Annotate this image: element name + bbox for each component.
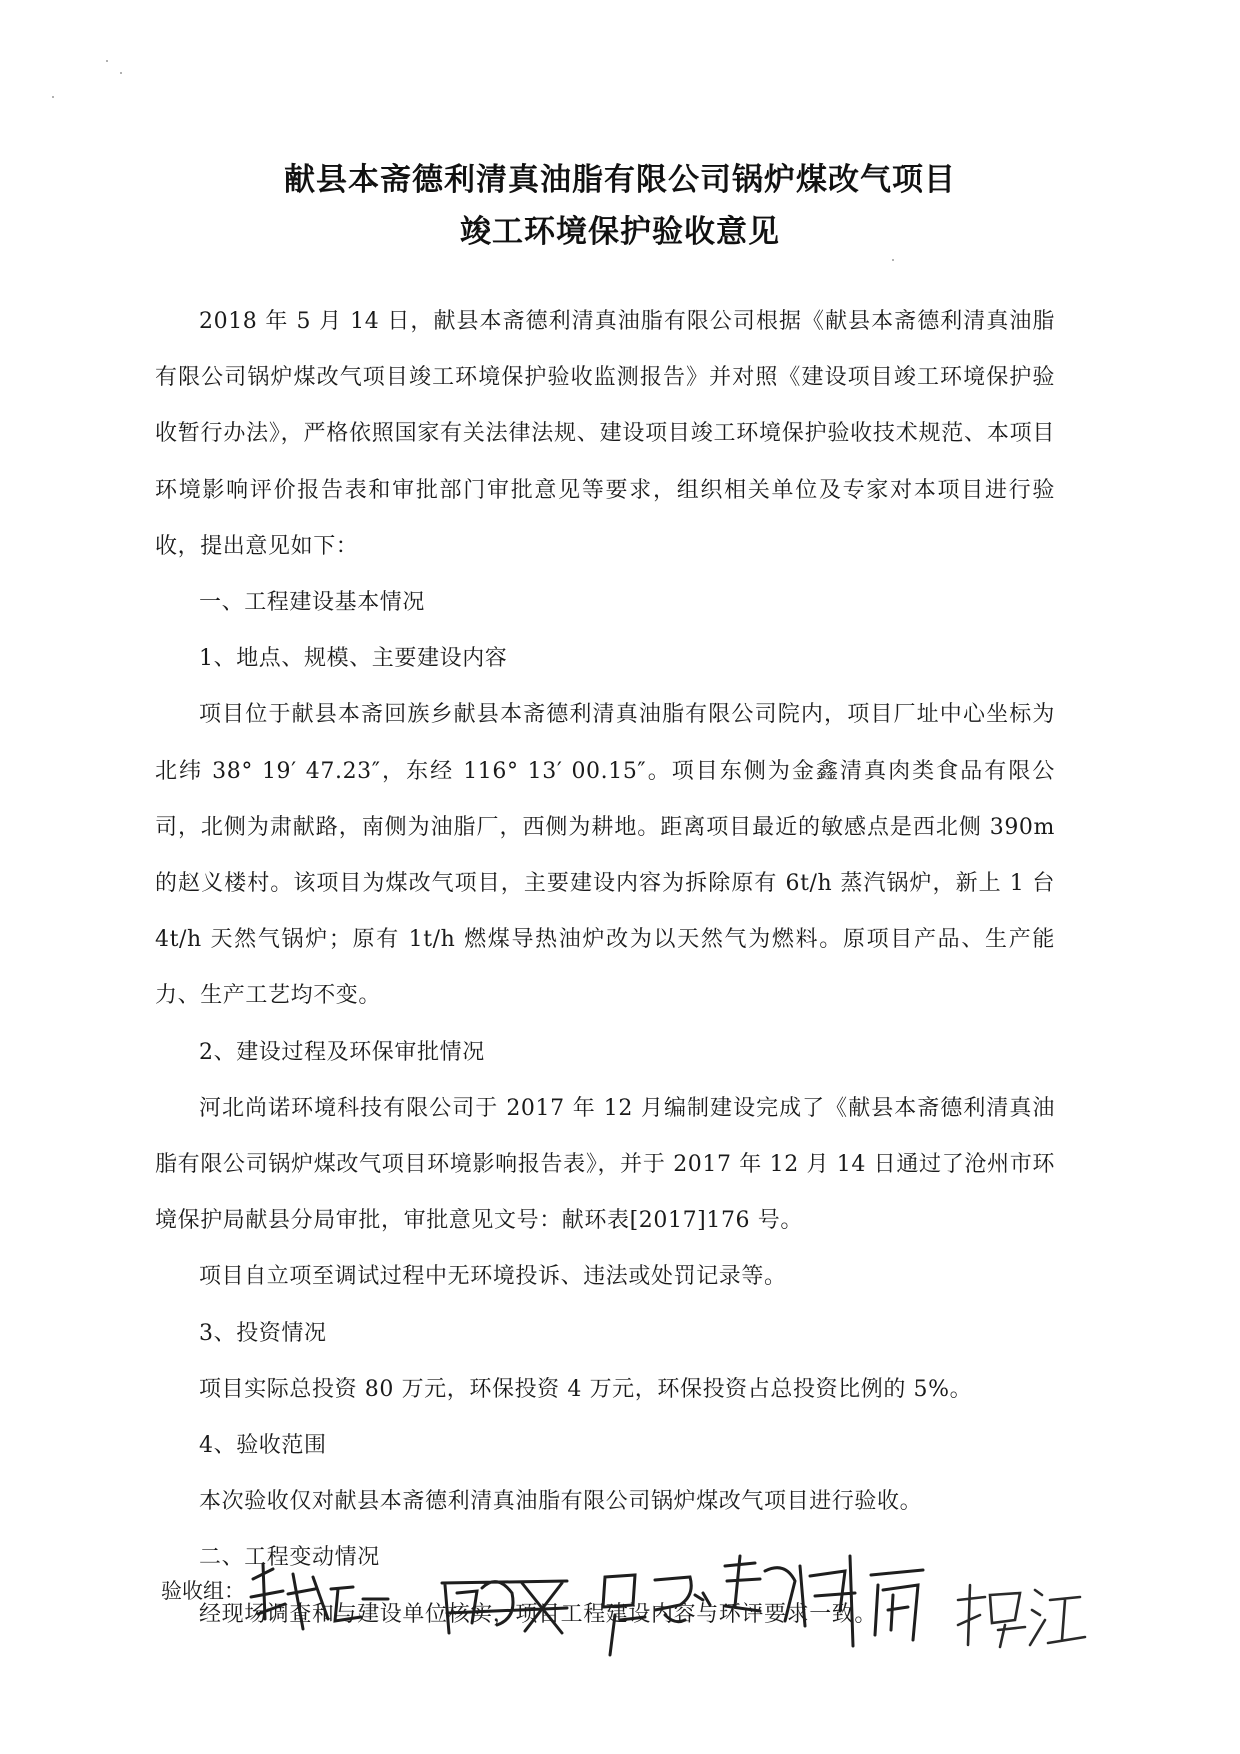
paragraph-changes: 经现场调查和与建设单位核实，项目工程建设内容与环评要求一致。: [199, 1601, 878, 1627]
scan-speck: [106, 60, 108, 62]
handwritten-signature-3: [595, 1565, 715, 1665]
paragraph-investment: 项目实际总投资 80 万元，环保投资 4 万元，环保投资占总投资比例的 5%。: [199, 1376, 973, 1402]
paragraph-location: 项目位于献县本斋回族乡献县本斋德利清真油脂有限公司院内，项目厂址中心坐标为北纬 38° 19′ 47.23″，东经 116° 13′ 00.15″。项目东侧为金鑫清真肉类食品有限公司，北侧为肃献路，南侧为油脂厂，西侧为耕地。距离项目最近的敏感点是西北侧 390m 的赵义楼村。该项目为煤改气项目，主要建设内容为拆除原有 6t/h 蒸汽锅炉，新上 1 台 4t/h 天然气锅炉；原有 1t/h 燃煤导热油炉改为以天然气为燃料。原项目产品、生产能力、生产工艺均不变。: [155, 702, 1055, 1009]
subsection-heading-approval: 2、建设过程及环保审批情况: [199, 1039, 485, 1065]
paragraph-approval: 河北尚诺环境科技有限公司于 2017 年 12 月编制建设完成了《献县本斋德利清真油脂有限公司锅炉煤改气项目环境影响报告表》，并于 2017 年 12 月 14 日通过了沧州市环境保护局献县分局审批，审批意见文号：献环表[2017]176 号。: [155, 1095, 1055, 1234]
handwritten-signature-1: [243, 1559, 393, 1649]
paragraph-no-complaints: 项目自立项至调试过程中无环境投诉、违法或处罚记录等。: [199, 1264, 787, 1290]
handwritten-signature-2: [437, 1563, 577, 1653]
document-title-line2: 竣工环境保护验收意见: [460, 214, 780, 250]
paragraph-scope: 本次验收仅对献县本斋德利清真油脂有限公司锅炉煤改气项目进行验收。: [199, 1489, 923, 1515]
document-title-line1: 献县本斋德利清真油脂有限公司锅炉煤改气项目: [284, 162, 956, 198]
handwritten-signature-4: [715, 1551, 875, 1651]
scan-speck: [120, 72, 122, 74]
signature-row: [155, 1565, 1155, 1685]
paragraph-intro: 2018 年 5 月 14 日，献县本斋德利清真油脂有限公司根据《献县本斋德利清真油脂有限公司锅炉煤改气项目竣工环境保护验收监测报告》并对照《建设项目竣工环境保护验收暂行办法》，严格依照国家有关法律法规、建设项目竣工环境保护验收技术规范、本项目环境影响评价报告表和审批部门审批意见等要求，组织相关单位及专家对本项目进行验收，提出意见如下：: [155, 309, 1055, 559]
scan-speck: [892, 259, 894, 261]
signature-label: 验收组：: [161, 1579, 245, 1603]
handwritten-signature-6: [950, 1575, 1090, 1655]
section-heading-2: 二、工程变动情况: [199, 1545, 380, 1571]
subsection-heading-scope: 4、验收范围: [199, 1433, 327, 1459]
document-body: [155, 294, 1055, 1643]
subsection-heading-investment: 3、投资情况: [199, 1320, 327, 1346]
scan-speck: [52, 96, 54, 98]
subsection-heading-location: 1、地点、规模、主要建设内容: [199, 646, 508, 672]
handwritten-signature-5: [863, 1555, 933, 1655]
section-heading-1: 一、工程建设基本情况: [199, 590, 426, 616]
